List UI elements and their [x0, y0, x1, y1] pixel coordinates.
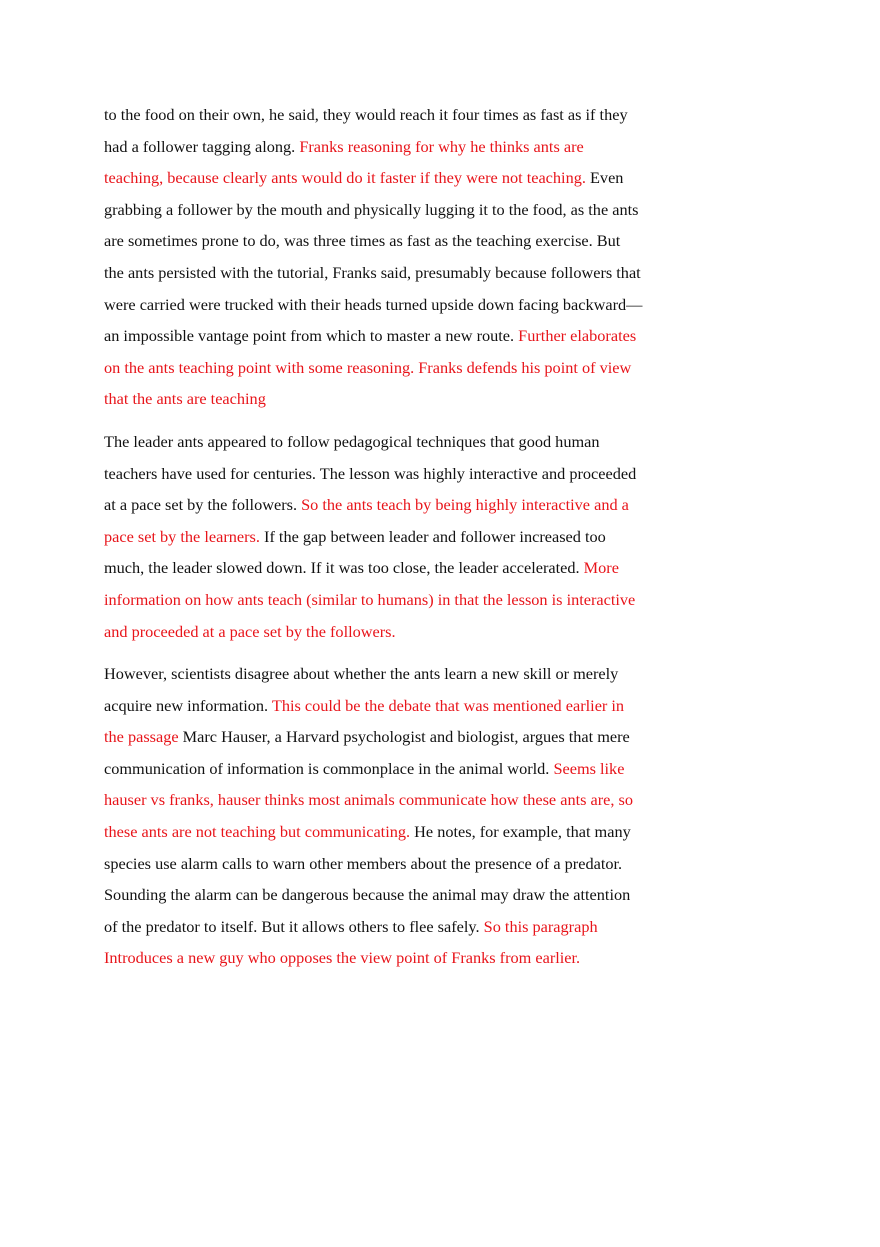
annotation-note: More information on how ants teach (similar to humans) in that the lesson is interactive and proceeded at a pace set by the followers.	[104, 558, 636, 641]
passage-text: However, scientists disagree about whether the ants learn a new skill or merely acquire new information.	[104, 664, 619, 715]
document-body	[104, 99, 644, 985]
passage-text: Even grabbing a follower by the mouth and physically lugging it to the food, as the ants are sometimes prone to do, was three times as fast as the teaching exercise. But the ants persisted with the tutorial, Franks said, presumably because followers that were carried were trucked with their heads turned upside down facing backward—an impossible vantage point from which to master a new route.	[104, 168, 643, 346]
passage-text: The leader ants appeared to follow pedagogical techniques that good human teachers have used for centuries. The lesson was highly interactive and proceeded at a pace set by the followers.	[104, 431, 637, 515]
passage-text: to the food on their own, he said, they would reach it four times as fast as if they had a follower tagging along.	[104, 105, 628, 156]
paragraph-1	[104, 99, 644, 415]
paragraph-2	[104, 426, 644, 647]
passage-text: He notes, for example, that many species use alarm calls to warn other members about the presence of a predator. Sounding the alarm can be dangerous because the animal may draw the attention of the predator to itself. But it allows others to flee safely.	[104, 822, 631, 936]
annotation-note: Franks reasoning for why he thinks ants are teaching, because clearly ants would do it faster if they were not teaching.	[104, 136, 586, 188]
annotation-note: Further elaborates on the ants teaching point with some reasoning. Franks defends his point of view that the ants are teaching	[104, 326, 637, 409]
annotation-note: Seems like hauser vs franks, hauser thinks most animals communicate how these ants are, so these ants are not teaching but communicating.	[104, 758, 634, 842]
passage-text: If the gap between leader and follower increased too much, the leader slowed down. If it was too close, the leader accelerated.	[104, 526, 606, 578]
annotation-note: This could be the debate that was mentioned earlier in the passage	[104, 695, 625, 747]
annotation-note: So the ants teach by being highly interactive and a pace set by the learners.	[104, 495, 629, 546]
annotation-note: So this paragraph Introduces a new guy who opposes the view point of Franks from earlier.	[104, 916, 598, 968]
paragraph-3	[104, 658, 644, 974]
passage-text: Marc Hauser, a Harvard psychologist and biologist, argues that mere communication of information is commonplace in the animal world.	[104, 727, 630, 778]
